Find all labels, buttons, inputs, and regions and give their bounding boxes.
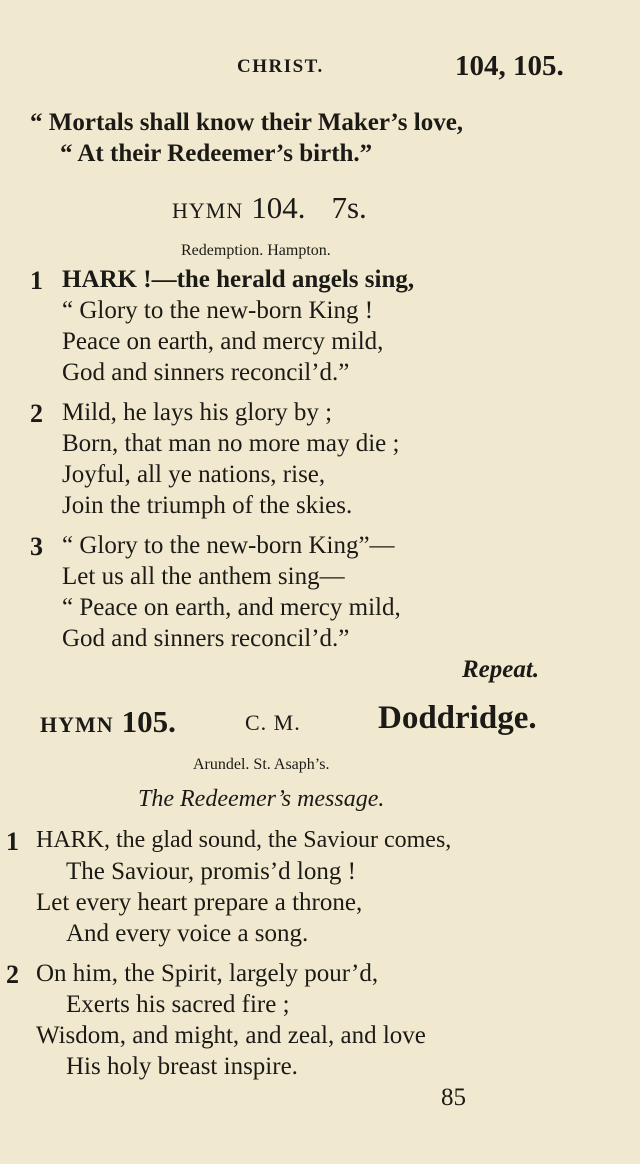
verse-line: And every voice a song.: [66, 920, 309, 947]
page-number: 85: [441, 1084, 466, 1111]
verse-line: The Saviour, promis’d long !: [66, 858, 356, 885]
carryover-line: “ Mortals shall know their Maker’s love,: [30, 109, 464, 136]
verse-line: Peace on earth, and mercy mild,: [62, 328, 384, 355]
tune-names: Arundel. St. Asaph’s.: [193, 756, 330, 773]
verse-line: HARK, the glad sound, the Saviour comes,: [36, 827, 452, 853]
verse-line: Join the triumph of the skies.: [62, 492, 353, 519]
verse-line: Joyful, all ye nations, rise,: [62, 461, 326, 488]
verse-line: Let us all the anthem sing—: [62, 563, 345, 590]
tune-names: Redemption. Hampton.: [181, 242, 331, 259]
verse-number: 1: [30, 266, 43, 295]
verse-line: On him, the Spirit, largely pour’d,: [36, 960, 379, 987]
hymn-label: HYMN: [40, 712, 114, 737]
verse-line: Let every heart prepare a throne,: [36, 889, 363, 916]
verse-number: 3: [30, 532, 43, 561]
verse-number: 2: [6, 960, 19, 989]
verse-line: God and sinners reconcil’d.”: [62, 359, 350, 386]
hymn-subject: The Redeemer’s message.: [138, 786, 385, 812]
hymn-meter: C. M.: [245, 710, 301, 735]
hymn-number: 105.: [121, 704, 176, 739]
verse-number: 1: [6, 827, 19, 856]
hymn-label: HYMN: [172, 198, 244, 223]
verse-line: God and sinners reconcil’d.”: [62, 625, 350, 652]
verse-line: Mild, he lays his glory by ;: [62, 399, 333, 426]
hymn-meter: 7s.: [331, 190, 367, 225]
verse-line: Exerts his sacred fire ;: [66, 991, 290, 1018]
hymn-number: 104.: [251, 190, 306, 225]
verse-line: “ Glory to the new-born King”—: [62, 532, 395, 559]
verse-line: “ Peace on earth, and mercy mild,: [62, 594, 401, 621]
running-head-hymn-numbers: 104, 105.: [455, 50, 564, 82]
verse-line: “ Glory to the new-born King !: [62, 297, 374, 324]
hymn-author: Doddridge.: [378, 700, 537, 736]
carryover-line: “ At their Redeemer’s birth.”: [60, 140, 373, 167]
verse-line: Born, that man no more may die ;: [62, 430, 400, 457]
verse-line: HARK !—the herald angels sing,: [62, 266, 415, 293]
running-head: [0, 50, 640, 86]
verse-number: 2: [30, 399, 43, 428]
running-head-title: CHRIST.: [237, 56, 324, 77]
verse-line: Wisdom, and might, and zeal, and love: [36, 1022, 426, 1049]
hymn-104-heading: [172, 190, 367, 226]
repeat-instruction: Repeat.: [462, 656, 540, 683]
hymn-105-heading: [40, 704, 176, 740]
verse-line: His holy breast inspire.: [66, 1053, 298, 1080]
